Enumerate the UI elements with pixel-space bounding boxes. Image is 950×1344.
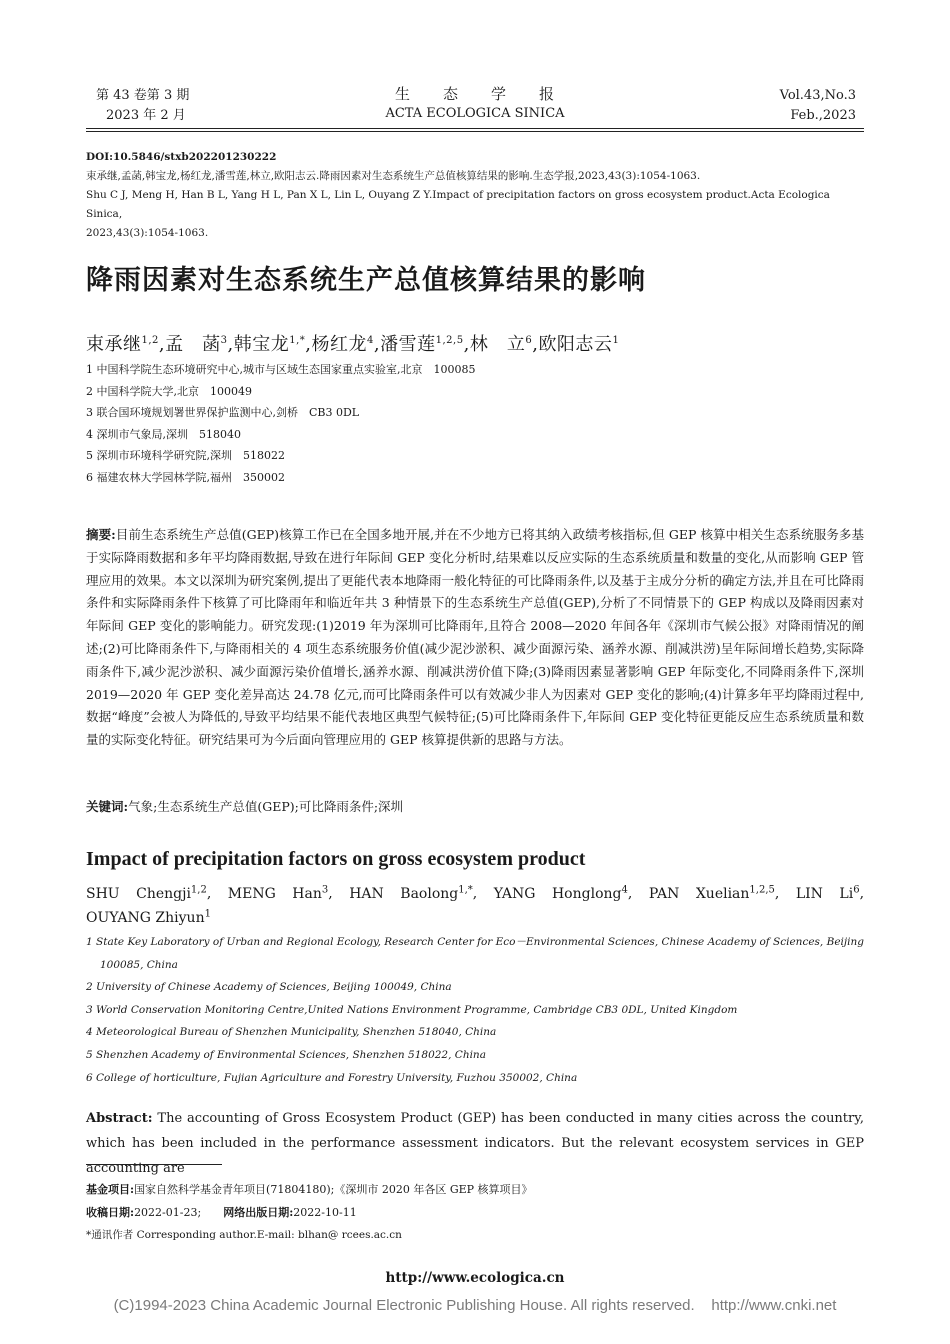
footnote-rule [86, 1164, 222, 1165]
affiliation: 2 中国科学院大学,北京 100049 [86, 384, 252, 398]
volume-issue: 第 43 卷第 3 期 [96, 88, 190, 103]
copyright-watermark: (C)1994-2023 China Academic Journal Electronic Publishing House. All rights reserved. http://www.cnki.net [113, 1297, 837, 1314]
affiliation-en: 1 State Key Laboratory of Urban and Regional Ecology, Research Center for Eco－Environmental Sciences, Chinese Academy of Sciences, Beijing 100085, China [86, 936, 864, 971]
authors-en-line1: SHU Chengji$^{1,2}$, MENG Han$^3$, HAN Baolong$^{1,*}$, YANG Honglong$^4$, PAN Xuelian$^{1,2,5}$, LIN Li$^6$, [86, 884, 865, 902]
journal-url[interactable]: http://www.ecologica.cn [385, 1270, 565, 1286]
affiliation-en: 2 University of Chinese Academy of Sciences, Beijing 100049, China [86, 981, 452, 994]
keywords-cn [86, 796, 864, 819]
authors-cn: 束承继$^{1,2}$,孟 菡$^3$,韩宝龙$^{1,*}$,杨红龙$^4$,潘雪莲$^{1,2,5}$,林 立$^6$,欧阳志云$^1$ [86, 334, 620, 355]
affiliation: 3 联合国环境规划署世界保护监测中心,剑桥 CB3 0DL [86, 406, 360, 419]
author-en: LIN Li$^6$ [795, 884, 860, 902]
author-cn: 林 立$^6$ [469, 334, 533, 355]
header-right [780, 86, 856, 126]
affiliation: 6 福建农林大学园林学院,福州 350002 [86, 470, 285, 484]
authors-en-line2 [86, 902, 211, 930]
author-cn: 束承继$^{1,2}$ [86, 334, 159, 355]
author-cn: 潘雪莲$^{1,2,5}$ [380, 334, 464, 355]
author-en: OUYANG Zhiyun$^1$ [86, 908, 211, 926]
doi[interactable]: DOI:10.5846/stxb202201230222 [86, 151, 277, 163]
page-title-cn: 降雨因素对生态系统生产总值核算结果的影响 [86, 265, 646, 296]
citation-en-line2: 2023,43(3):1054-1063. [86, 227, 209, 239]
author-cn: 韩宝龙$^{1,*}$ [233, 334, 306, 355]
citation-block [86, 148, 866, 243]
affiliation: 1 中国科学院生态环境研究中心,城市与区域生态国家重点实验室,北京 100085 [86, 363, 476, 376]
abstract-en-label: Abstract: [86, 1111, 153, 1126]
volume-en: Vol.43,No.3 [779, 88, 856, 103]
header-rule [86, 128, 864, 129]
affiliation: 5 深圳市环境科学研究院,深圳 518022 [86, 449, 285, 462]
abstract-en [86, 1106, 864, 1176]
author-en: SHU Chengji$^{1,2}$ [86, 884, 207, 902]
abstract-cn-label: 摘要: [86, 527, 116, 542]
abstract-cn-text: 目前生态系统生产总值(GEP)核算工作已在全国多地开展,并在不少地方已将其纳入政绩考核指标,但 GEP 核算中相关生态系统服务多基于实际降雨数据和多年平均降雨数据,导致在进行年际间 GEP 变化分析时,结果难以反应实际的生态系统质量和数量的变化,从而影响 GEP 管理应用的效果。本文以深圳为研究案例,提出了更能代表本地降雨一般化特征的可比降雨条件,以及基于主成分分析的确定方法,并且在可比降雨条件和实际降雨条件下核算了可比降雨年和临近年共 3 种情景下的生态系统生产总值(GEP),分析了不同情景下的 GEP 构成以及降雨因素对年际间 GEP 变化的影响能力。研究发现:(1)2019 年为深圳可比降雨年,且符合 2008—2020 年间各年《深圳市气候公报》对降雨情况的阐述;(2)可比降雨条件下,与降雨相关的 4 项生态系统服务价值(减少泥沙淤积、减少面源污染、涵养水源、削减洪涝)呈年际间增长趋势,实际降雨条件下,减少泥沙淤积、减少面源污染价值增长,涵养水源、削减洪涝价值下降;(3)降雨因素显著影响 GEP 年际变化,不同降雨条件下,深圳 2019—2020 年 GEP 变化差异高达 24.78 亿元,而可比降雨条件可以有效减少非人为因素对 GEP 变化的影响;(4)计算多年平均降雨过程中,数据“峰度”会被人为降低的,导致平均结果不能代表地区典型气候特征;(5)可比降雨条件下,年际间 GEP 变化特征更能反应生态系统质量和数量的实际变化特征。研究结果可为今后面向管理应用的 GEP 核算提供新的思路与方法。 [86, 527, 864, 748]
footnotes [86, 1178, 864, 1247]
citation-cn: 束承继,孟菡,韩宝龙,杨红龙,潘雪莲,林立,欧阳志云.降雨因素对生态系统生产总值核算结果的影响.生态学报,2023,43(3):1054-1063. [86, 170, 701, 182]
page-title-en: Impact of precipitation factors on gross ecosystem product [86, 848, 586, 870]
fund-info: 基金项目:国家自然科学基金青年项目(71804180);《深圳市 2020 年各区 GEP 核算项目》 [86, 1183, 533, 1196]
abstract-en-text: The accounting of Gross Ecosystem Product (GEP) has been conducted in many cities across the country, which has been included in the performance assessment indicators. But the relevant ecosystem services in GEP accounting are [86, 1111, 864, 1176]
header-rule-2 [86, 131, 864, 132]
affiliation: 4 深圳市气象局,深圳 518040 [86, 427, 241, 441]
author-cn: 孟 菡$^3$ [165, 334, 228, 355]
affiliations-en [86, 931, 864, 1089]
affiliations-cn [86, 359, 866, 488]
citation-en-line1: Shu C J, Meng H, Han B L, Yang H L, Pan X L, Lin L, Ouyang Z Y.Impact of precipitation factors on gross ecosystem product.Acta Ecologica Sinica, [86, 189, 830, 220]
author-en: MENG Han$^3$ [227, 884, 329, 902]
issue-date: 2023 年 2 月 [106, 108, 186, 123]
affiliation-en: 6 College of horticulture, Fujian Agriculture and Forestry University, Fuzhou 350002, China [86, 1071, 578, 1084]
dates-info: 收稿日期:2022-01-23; 网络出版日期:2022-10-11 [86, 1206, 357, 1219]
author-en: HAN Baolong$^{1,*}$ [349, 884, 473, 902]
affiliation-en: 4 Meteorological Bureau of Shenzhen Municipality, Shenzhen 518040, China [86, 1026, 497, 1039]
keywords-cn-label: 关键词: [86, 799, 129, 814]
author-en: PAN Xuelian$^{1,2,5}$ [648, 884, 775, 902]
corresponding-author: *通讯作者 Corresponding author.E-mail: blhan@ rcees.ac.cn [86, 1229, 402, 1241]
keywords-cn-text: 气象;生态系统生产总值(GEP);可比降雨条件;深圳 [128, 799, 404, 814]
date-en: Feb.,2023 [790, 108, 856, 123]
abstract-cn [86, 524, 864, 752]
journal-title-cn: 生 态 学 报 [394, 85, 555, 103]
author-cn: 欧阳志云$^1$ [538, 334, 620, 355]
affiliation-en: 3 World Conservation Monitoring Centre,United Nations Environment Programme, Cambridge CB3 0DL, United Kingdom [86, 1003, 738, 1016]
author-en: YANG Honglong$^4$ [493, 884, 628, 902]
affiliation-en: 5 Shenzhen Academy of Environmental Sciences, Shenzhen 518022, China [86, 1048, 486, 1061]
journal-title-en: ACTA ECOLOGICA SINICA [385, 106, 565, 121]
author-cn: 杨红龙$^4$ [311, 334, 374, 355]
